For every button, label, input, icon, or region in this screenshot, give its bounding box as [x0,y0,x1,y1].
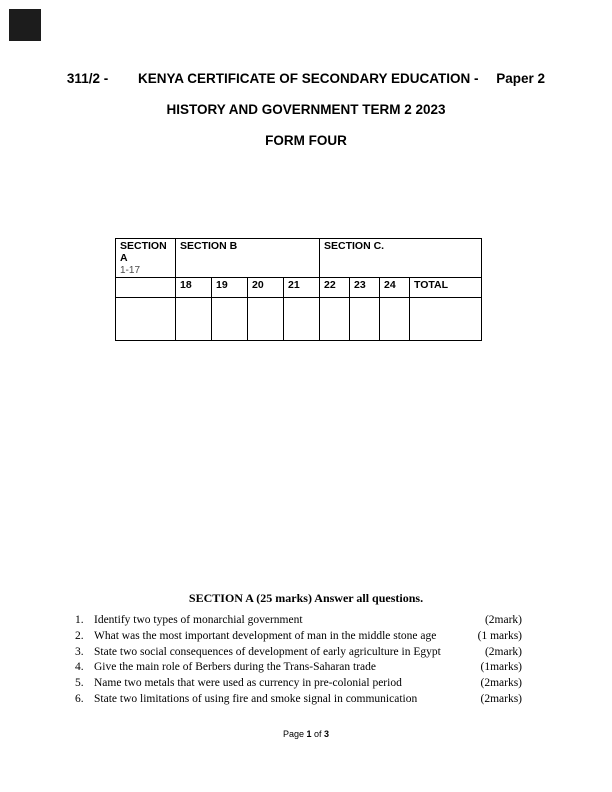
score-cell-empty [350,298,380,341]
exam-name: KENYA CERTIFICATE OF SECONDARY EDUCATION - [137,71,479,86]
footer-prefix: Page [282,729,307,739]
question-number: 4. [75,661,84,674]
score-cell-empty [410,298,482,341]
question-number: 6. [75,692,84,705]
question-marks: (2marks) [480,677,522,690]
score-cell-empty [380,298,410,341]
question-list [75,613,522,708]
question-number: 5. [75,677,84,690]
question-item [75,613,522,629]
section-a [0,591,612,708]
question-item [75,660,522,676]
question-item [75,692,522,708]
question-text: Give the main role of Berbers during the Trans-Saharan trade [94,661,376,674]
question-marks: (2marks) [480,692,522,705]
section-a-heading: SECTION A (25 marks) Answer all questions. [188,591,424,605]
question-number: 3. [75,645,84,658]
section-b-label: SECTION B [176,239,320,278]
page-footer [0,729,612,739]
question-text: State two limitations of using fire and smoke signal in communication [94,692,418,705]
score-cell-empty [212,298,248,341]
score-cell-empty [176,298,212,341]
score-cell-empty [284,298,320,341]
score-column-header: 18 [176,278,212,298]
question-text: Name two metals that were used as currency in pre-colonial period [94,677,402,690]
footer-page-number: 1 [306,729,312,739]
footer-middle: of [311,729,325,739]
score-table [115,238,482,341]
form-title: FORM FOUR [265,133,347,148]
question-text: Identify two types of monarchial government [94,614,303,626]
question-marks: (1 marks) [477,629,522,642]
score-cell-empty [116,278,176,298]
score-column-header: TOTAL [410,278,482,298]
paper-code: 311/2 - [66,71,109,86]
section-c-label: SECTION C. [320,239,482,278]
score-cell-empty [320,298,350,341]
corner-black-square [9,9,41,41]
section-a-range: 1-17 [120,265,141,276]
question-marks: (1marks) [480,661,522,674]
section-a-label: SECTION A [120,240,167,264]
score-column-header: 20 [248,278,284,298]
score-column-header: 22 [320,278,350,298]
score-column-header: 21 [284,278,320,298]
question-marks: (2mark) [484,645,522,658]
title-line-1 [0,70,612,88]
subject-title: HISTORY AND GOVERNMENT TERM 2 2023 [166,102,446,117]
question-number: 1. [75,614,84,626]
paper-number: Paper 2 [496,71,546,86]
question-item [75,676,522,692]
score-column-header: 24 [380,278,410,298]
score-column-header: 23 [350,278,380,298]
score-column-header: 19 [212,278,248,298]
score-cell-empty [116,298,176,341]
document-header [0,70,612,150]
question-item [75,629,522,645]
score-cell-empty [248,298,284,341]
question-number: 2. [75,629,84,642]
question-marks: (2mark) [484,614,522,626]
question-text: What was the most important development of man in the middle stone age [94,629,437,642]
question-text: State two social consequences of development of early agriculture in Egypt [94,645,441,658]
question-item [75,645,522,661]
footer-total-pages: 3 [324,729,330,739]
section-a-header-cell [116,239,176,278]
